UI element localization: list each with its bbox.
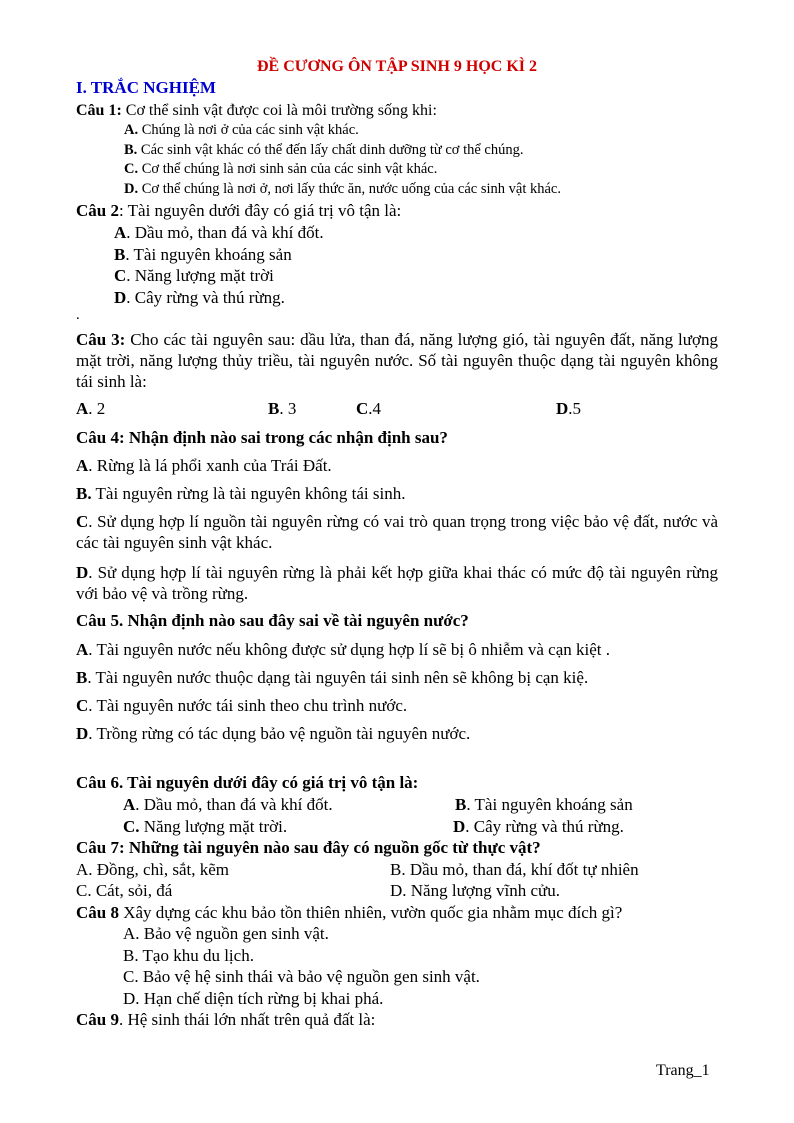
- question-text: Cơ thể sinh vật được coi là môi trường sống khi:: [121, 102, 437, 119]
- q6-option-d: [453, 817, 624, 837]
- option-text: Cơ thể chúng là nơi sinh sản của các sinh vật khác.: [138, 161, 438, 177]
- option-key: B: [268, 399, 280, 418]
- question-label: Câu 4: [76, 428, 119, 447]
- option-text: . Sử dụng hợp lí nguồn tài nguyên rừng có vai trò quan trọng trong việc bảo vệ đất, nước và các tài nguyên sinh vật khác.: [76, 512, 718, 552]
- option-key: A: [76, 640, 89, 659]
- option-key: C.: [123, 817, 140, 836]
- q3-option-a: [76, 399, 105, 419]
- question-3: [76, 329, 718, 392]
- option-text: . 2: [88, 399, 106, 418]
- q7-option-d: D. Năng lượng vĩnh cửu.: [390, 881, 561, 900]
- option-text: . 3: [279, 399, 297, 418]
- option-key: C: [356, 399, 369, 418]
- q6-option-a: [123, 795, 333, 815]
- option-key: A.: [124, 122, 139, 138]
- option-key: D: [76, 563, 89, 582]
- question-5: Câu 5. Nhận định nào sau đây sai về tài nguyên nước?: [76, 611, 469, 630]
- option-key: B.: [76, 484, 92, 503]
- question-7: [76, 838, 541, 858]
- option-text: . Dầu mỏ, than đá và khí đốt.: [126, 223, 324, 242]
- option-key: A: [76, 399, 89, 418]
- option-text: . Rừng là lá phổi xanh của Trái Đất.: [88, 456, 332, 475]
- q8-option-d: D. Hạn chế diện tích rừng bị khai phá.: [123, 989, 384, 1008]
- option-key: B: [455, 795, 467, 814]
- option-text: .4: [368, 399, 382, 418]
- option-key: D: [453, 817, 466, 836]
- question-4: [76, 428, 448, 448]
- page-title: ĐỀ CƯƠNG ÔN TẬP SINH 9 HỌC KÌ 2: [256, 58, 538, 75]
- question-text: Cho các tài nguyên sau: dầu lửa, than đá, năng lượng gió, tài nguyên đất, năng lượng mặt trời, năng lượng thủy triều, tài nguyên nước. Số tài nguyên thuộc dạng tài nguyên không tái sinh là:: [76, 330, 718, 391]
- option-key: A: [123, 795, 136, 814]
- q2-option-c: [114, 266, 274, 286]
- option-text: . Dầu mỏ, than đá và khí đốt.: [135, 795, 333, 814]
- option-text: .5: [568, 399, 582, 418]
- section-heading: I. TRẮC NGHIỆM: [76, 78, 216, 97]
- q7-option-a: A. Đồng, chì, sắt, kẽm: [76, 860, 229, 879]
- option-key: B: [114, 245, 126, 264]
- option-text: Năng lượng mặt trời.: [139, 817, 288, 836]
- option-key: D.: [124, 181, 139, 197]
- q2-option-b: [114, 245, 292, 265]
- q2-option-a: [114, 223, 324, 243]
- question-text: : Nhận định nào sai trong các nhận định sau?: [118, 428, 448, 447]
- question-label: Câu 8: [76, 903, 119, 922]
- q5-option-c: [76, 696, 407, 716]
- question-text: Xây dựng các khu bảo tồn thiên nhiên, vườn quốc gia nhằm mục đích gì?: [118, 903, 623, 922]
- q1-option-a: [124, 122, 359, 139]
- q5-option-b: [76, 668, 588, 688]
- option-key: C: [76, 512, 89, 531]
- q5-option-a: [76, 640, 610, 660]
- option-text: . Cây rừng và thú rừng.: [465, 817, 624, 836]
- stray-dot: .: [76, 307, 80, 323]
- option-text: . Trồng rừng có tác dụng bảo vệ nguồn tài nguyên nước.: [88, 724, 471, 743]
- q4-option-c: [76, 511, 718, 553]
- q8-option-b: B. Tạo khu du lịch.: [123, 946, 254, 965]
- option-key: C: [76, 696, 89, 715]
- question-text: : Tài nguyên dưới đây có giá trị vô tận là:: [118, 201, 402, 220]
- q4-option-d: [76, 562, 718, 604]
- option-text: Chúng là nơi ở của các sinh vật khác.: [138, 122, 359, 138]
- q6-option-c: [123, 817, 287, 837]
- question-text: . Hệ sinh thái lớn nhất trên quả đất là:: [118, 1010, 376, 1029]
- option-text: . Cây rừng và thú rừng.: [126, 288, 285, 307]
- option-text: . Tài nguyên nước thuộc dạng tài nguyên tái sinh nên sẽ không bị cạn kiệ.: [87, 668, 589, 687]
- option-text: Tài nguyên rừng là tài nguyên không tái sinh.: [91, 484, 406, 503]
- option-text: Cơ thể chúng là nơi ở, nơi lấy thức ăn, nước uống của các sinh vật khác.: [138, 181, 561, 197]
- question-label: Câu 1:: [76, 102, 122, 119]
- q8-option-a: A. Bảo vệ nguồn gen sinh vật.: [123, 924, 329, 943]
- q1-option-d: [124, 181, 561, 198]
- option-text: . Tài nguyên nước tái sinh theo chu trình nước.: [88, 696, 408, 715]
- q5-option-d: [76, 724, 470, 744]
- option-key: A: [114, 223, 127, 242]
- q4-option-b: [76, 484, 406, 504]
- q1-option-c: [124, 161, 437, 178]
- question-label: Câu 9: [76, 1010, 119, 1029]
- question-8: [76, 903, 622, 923]
- q7-option-b: B. Dầu mỏ, than đá, khí đốt tự nhiên: [390, 860, 639, 879]
- option-text: . Năng lượng mặt trời: [126, 266, 274, 285]
- option-key: D: [556, 399, 569, 418]
- q6-option-b: [455, 795, 633, 815]
- q1-option-b: [124, 142, 524, 159]
- option-key: C: [114, 266, 127, 285]
- question-label: Câu 2: [76, 201, 119, 220]
- q3-option-c: [356, 399, 381, 419]
- q8-option-c: C. Bảo vệ hệ sinh thái và bảo vệ nguồn gen sinh vật.: [123, 967, 480, 986]
- option-text: . Tài nguyên khoáng sản: [466, 795, 633, 814]
- q3-option-d: [556, 399, 581, 419]
- question-1: [76, 102, 437, 120]
- q3-option-b: [268, 399, 296, 419]
- question-label: Câu 7: [76, 838, 119, 857]
- question-2: [76, 201, 401, 221]
- option-text: . Tài nguyên khoáng sản: [125, 245, 292, 264]
- question-6: Câu 6. Tài nguyên dưới đây có giá trị vô tận là:: [76, 773, 419, 792]
- page-number: Trang_1: [656, 1062, 710, 1079]
- question-9: [76, 1010, 375, 1030]
- option-key: D: [76, 724, 89, 743]
- q4-option-a: [76, 456, 332, 476]
- option-key: B: [76, 668, 88, 687]
- q7-option-c: C. Cát, sỏi, đá: [76, 881, 173, 900]
- option-key: C.: [124, 161, 139, 177]
- question-label: Câu 3:: [76, 330, 126, 349]
- option-text: Các sinh vật khác có thể đến lấy chất dinh dưỡng từ cơ thể chúng.: [137, 142, 524, 158]
- option-key: A: [76, 456, 89, 475]
- q2-option-d: [114, 288, 285, 308]
- option-key: B.: [124, 142, 138, 158]
- question-text: : Những tài nguyên nào sau đây có nguồn gốc từ thực vật?: [118, 838, 541, 857]
- option-text: . Sử dụng hợp lí tài nguyên rừng là phải kết hợp giữa khai thác có mức độ tài nguyên rừng với bảo vệ và trồng rừng.: [76, 563, 718, 603]
- option-text: . Tài nguyên nước nếu không được sử dụng hợp lí sẽ bị ô nhiễm và cạn kiệt .: [88, 640, 610, 659]
- option-key: D: [114, 288, 127, 307]
